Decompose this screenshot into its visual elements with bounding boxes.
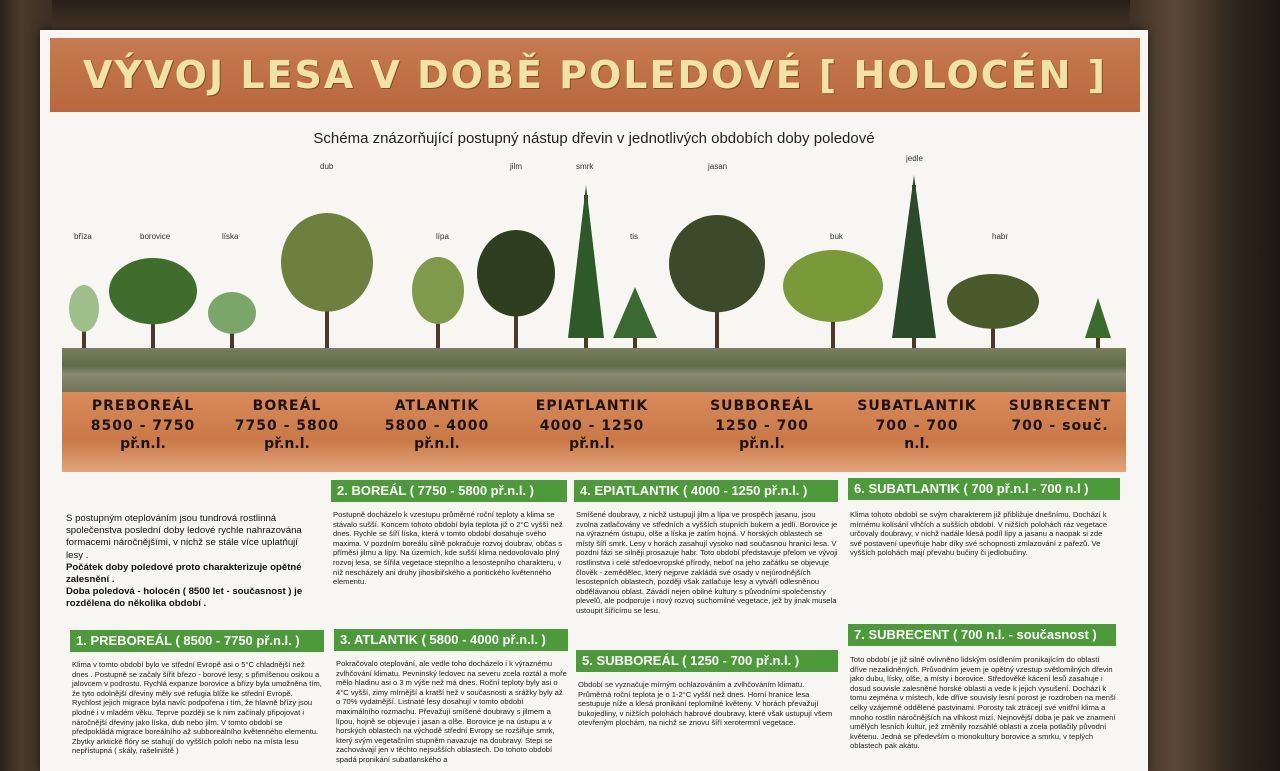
section-epiatlantik-heading: 4. EPIATLANTIK ( 4000 - 1250 př.n.l. ) <box>574 480 838 502</box>
tree-lípa <box>412 257 464 350</box>
tree-crown <box>947 274 1039 329</box>
title-banner <box>50 38 1140 112</box>
section-atlantik-heading: 3. ATLANTIK ( 5800 - 4000 př.n.l. ) <box>334 629 568 651</box>
tree-tis <box>613 287 657 350</box>
period-name: ATLANTIK <box>394 398 480 414</box>
tree-crown <box>281 213 373 312</box>
section-subboreal-text: Období se vyznačuje mírným ochlazováním a zvlhčováním klimatu. Průměrná roční teplota je o 1-2°C vyšší než dnes. Horní hranice lesa sestupuje níže a klesá pronikání teplomilné květeny. V horách převažují bukojedliny, v nižších polohách habrové doubravy, které však ustupují všem otevřeným plochám, na nichž se znovu šíří xerotermní vegetace. <box>578 680 833 728</box>
period-range: 7750 - 5800 <box>234 418 340 434</box>
section-subatlantik-text: Klima tohoto období se svým charakterem již přibližuje dnešnímu. Dochází k mírnému kolísání vlhčích a sušších období. V nižších polohách ráz vegetace určovaly doubravy, v nichž nadále klesá podíl lípy a jasanu a naopak si zde své postavení upevňuje habr díky své schopnosti zmlazování z pařezů. Ve vyšších polohách mají převahu bučiny či jedlobučiny. <box>850 510 1108 558</box>
tree-smrk <box>568 185 604 350</box>
tree-líska <box>208 292 256 350</box>
section-atlantik-text: Pokračovalo oteplování, ale vedle toho docházelo i k výraznému zvlhčování klimatu. Pevninský ledovec na severu zcela roztál a moře mělo hladinu asi o 3 m výše než má dnes. Roční teploty byly asi o 4°C vyšší, zimy mírnější a kratší než v současnosti a srážky byly až o 70% vydatnější. Listnaté lesy dosahují v tomto období maximálního rozmachu. Převažují smíšené doubravy s jilmem a lípou, hojně se objevuje i jasan a olše. Borovice je na ústupu a v horských oblastech na východě střední Evropy se rozšiřuje smrk, který svým vegetačním stupněm navazuje na doubravy. Stepi se zachovávají jen v těchto nejsušších oblastech. Do tohoto období spadá pronikání subatlanského a <box>336 659 567 764</box>
intro-line-2: Počátek doby poledové proto charakterizuje opětné zalesnění . <box>66 561 302 586</box>
tree-label-buk: buk <box>830 232 843 241</box>
tree-label-jasan: jasan <box>708 162 728 171</box>
tree-crown <box>783 250 883 322</box>
period-unit: př.n.l. <box>264 436 310 452</box>
tree-crown <box>568 185 604 338</box>
tree-dub <box>281 213 373 350</box>
intro-text <box>66 513 316 611</box>
period-unit: n.l. <box>904 436 930 452</box>
period-name: PREBOREÁL <box>91 398 195 414</box>
ground-strip <box>62 348 1126 392</box>
period-range: 1250 - 700 <box>715 418 809 434</box>
tree-crown <box>109 258 197 324</box>
section-preboreal-heading: 1. PREBOREÁL ( 8500 - 7750 př.n.l. ) <box>70 630 324 652</box>
intro-line-3: Doba poledová - holocén ( 8500 let - současnost ) je rozdělena do několika období . <box>66 586 303 610</box>
tree-borovice <box>109 258 197 350</box>
period-name: EPIATLANTIK <box>535 398 649 414</box>
period-subboreal <box>692 398 832 452</box>
tree-jilm <box>477 230 555 350</box>
period-subatlantik <box>842 398 992 452</box>
period-atlantik <box>372 398 502 452</box>
section-epiatlantik-text: Smíšené doubravy, z nichž ustupují jilm a lípa ve prospěch jasanu, jsou zvolna zatlačovány ve středních a vyšších stupních bukem a jedlí. Borovice je na výrazném ústupu, olše a líska je zatím hojná. V horských oblastech se místy šíří smrk. Lesy v horách zasahují vysoko nad současnou hranici lesa. V pozdní fázi se silněji prosazuje habr. Toto období představuje přelom ve vývoji rostlinstva i celé středoevropské přírody, neboť na jeho začátku se objevuje člověk - zemědělec, který nejprve zakládá své osady v nejúrodnějších lesostepních oblastech, později však zatlačuje lesy a vytváří odlesněnou obdělávanou oblast. Závádí nejen obilné kultury s původními společenstvy plevelů, ale podporuje i nový rozvoj suchomilné vegetace, jež by jinak musela ustoupit šířícímu se lesu. <box>576 510 838 615</box>
period-range: 4000 - 1250 <box>539 418 645 434</box>
tree-crown <box>613 287 657 338</box>
section-preboreal-text: Klima v tomto období bylo ve střední Evropě asi o 5°C chladnější než dnes . Postupně se začaly šířit březo - borové lesy, s přimíšenou osikou a jalovcem v podrostu. Rychlá expanze borovice a břízy byla umožněna tím, že tyto odolnější dřeviny měly své refugia blíže ke střední Evropě. Rychlost jejich migrace byla navíc podpořena i tím, že hlavně břízy jsou plodné i v mladém věku. Teprve později se k nim začínaly připojovat i náročnější dřeviny jako líska, dub nebo jilm. V tomto období se předpokládá migrace boreálního až subboreálního květenného elementu. Zbytky arktické flóry se stahují do vyšších poloh nebo na místa lesu nepřístupná ( skály, rašeliniště ) <box>72 660 322 756</box>
tree-label-dub: dub <box>320 162 334 171</box>
tree-label-jedle: jedle <box>906 154 923 163</box>
tree-bříza <box>69 285 99 350</box>
tree-crown <box>1085 298 1111 338</box>
tree-label-borovice: borovice <box>140 232 171 241</box>
period-preboreal <box>78 398 208 452</box>
tree-jasan <box>669 215 765 350</box>
period-name: SUBBOREÁL <box>710 398 814 414</box>
sign-title: VÝVOJ LESA V DOBĚ POLEDOVÉ [ HOLOCÉN ] <box>82 53 1107 97</box>
period-range: 5800 - 4000 <box>384 418 490 434</box>
tree-crown <box>892 175 936 338</box>
period-unit: př.n.l. <box>569 436 615 452</box>
wooden-frame-top <box>0 0 1280 32</box>
period-name: BOREÁL <box>252 398 322 414</box>
section-subrecent-text: Toto období je již silně ovlivněno lidským osídlením pronikajícím do oblastí dříve nezalidněných. Průvodním jevem je opětný vzestup světlomilných dřevin jako dubu, lísky, olše, a místy i borovice. Středověké kácení lesů zasahuje i dosud souvisle zalesněné horské oblasti a vede k jejich vysušení. Dochází k tomu zejména v místech, kde dříve souvisly lesní porost je rozdroben na menší celky vzájemně oddělené pastvinami. Porosty tak ztrácejí své vnitřní klima a mnoho rostlin náročnějších na vlhkost mizí. Nejnovější doba je pak ve znamení umělých lesních kultur, jež změnily rozsáhlé oblasti a zcela potlačily původní květenu. Jedná se především o monokultury borovice a smrku, v teplých oblastech pak akátu. <box>850 655 1116 751</box>
tree-jedle <box>892 175 936 350</box>
tree-crown <box>669 215 765 312</box>
tree-label-habr: habr <box>992 232 1009 241</box>
tree-label-líska: líska <box>222 232 239 241</box>
tree-crown <box>69 285 99 332</box>
section-boreal-text: Postupně docházelo k vzestupu průměrné roční teploty a klima se stávalo sušší. Koncem tohoto období byla teplota již o 2°C vyšší než dnes. Rychle se šíří líska, která v tomto období dosahuje svého maxima. V pozdním boreálu silně pokračuje rozvoj doubrav, občas s příměsí jilmu a lípy. Na územích, kde sušší klima nedovolovalo plný rozvoj lesa, se šířila vegetace stepního a lesostepního charakteru, v níž nescházely ani druhy jihosibiřského a pontického květenného elementu. <box>333 510 563 587</box>
period-subrecent <box>998 398 1122 436</box>
period-range: 8500 - 7750 <box>90 418 196 434</box>
tree-crown <box>477 230 555 316</box>
section-subrecent-heading: 7. SUBRECENT ( 700 n.l. - současnost ) <box>848 624 1116 646</box>
tree-label-smrk: smrk <box>576 162 594 171</box>
tree-buk <box>783 250 883 350</box>
period-unit: př.n.l. <box>739 436 785 452</box>
section-subatlantik-heading: 6. SUBATLANTIK ( 700 př.n.l - 700 n.l ) <box>848 478 1120 500</box>
tree-label-bříza: bříza <box>74 232 92 241</box>
tree-habr <box>947 274 1039 350</box>
information-sign <box>40 30 1148 771</box>
period-range: 700 - 700 <box>875 418 959 434</box>
period-boreal <box>222 398 352 452</box>
period-unit: př.n.l. <box>414 436 460 452</box>
tree-sapling <box>1085 298 1111 350</box>
period-name: SUBATLANTIK <box>857 398 977 414</box>
tree-label-jilm: jilm <box>510 162 522 171</box>
period-epiatlantik <box>517 398 667 452</box>
schema-subtitle: Schéma znázorňující postupný nástup dřevin v jednotlivých obdobích doby poledové <box>313 130 875 147</box>
intro-line-1: S postupným oteplováním jsou tundrová rostlinná společenstva poslední doby ledové rychle nahrazována formacemi náročnějšími, v nichž se stále více uplatňují lesy . <box>66 513 302 561</box>
tree-label-tis: tis <box>630 232 638 241</box>
tree-crown <box>412 257 464 324</box>
section-subboreal-heading: 5. SUBBOREÁL ( 1250 - 700 př.n.l. ) <box>576 650 838 672</box>
wooden-frame-right <box>1130 0 1280 771</box>
period-name: SUBRECENT <box>1008 398 1112 414</box>
tree-crown <box>208 292 256 334</box>
tree-label-lípa: lípa <box>436 232 449 241</box>
period-unit: př.n.l. <box>120 436 166 452</box>
period-band <box>62 392 1126 472</box>
period-range: 700 - souč. <box>1011 418 1109 434</box>
section-boreal-heading: 2. BOREÁL ( 7750 - 5800 př.n.l. ) <box>331 480 567 502</box>
